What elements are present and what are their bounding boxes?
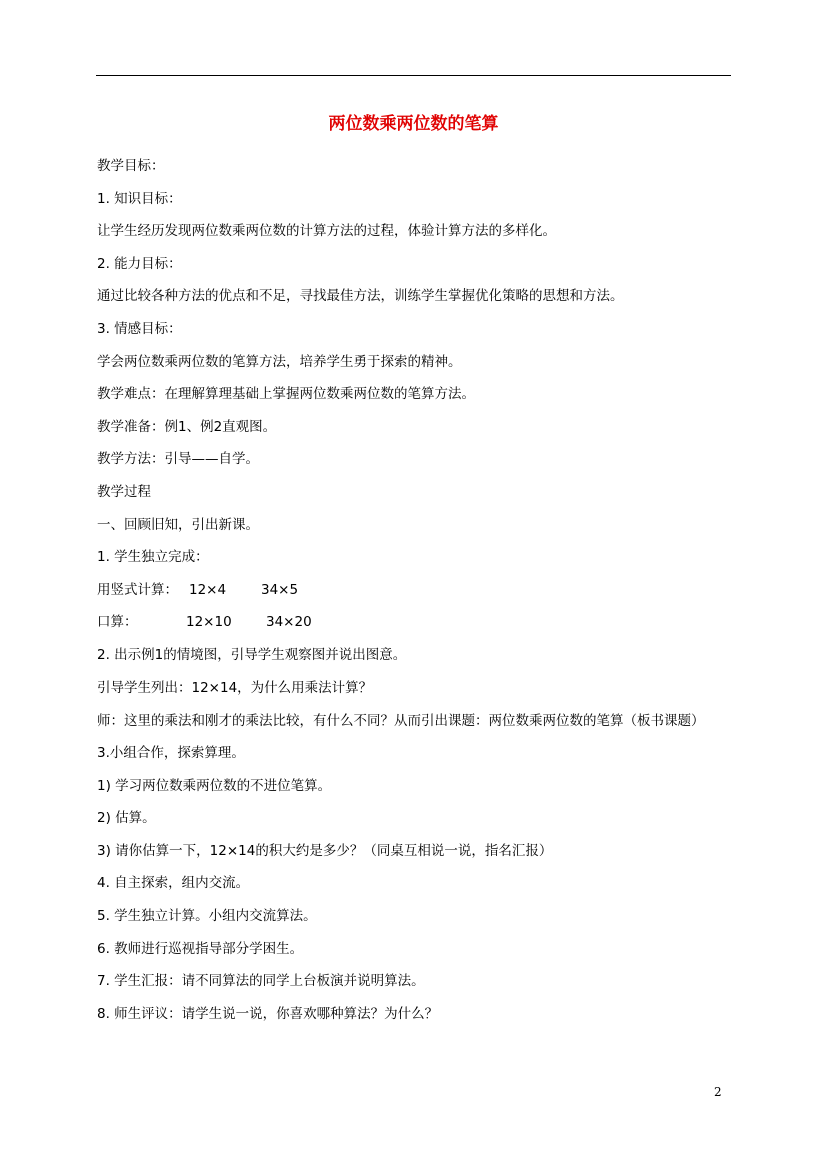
text-line: 7. 学生汇报：请不同算法的同学上台板演并说明算法。	[97, 973, 425, 990]
list-item: 2) 估算。	[97, 810, 156, 827]
text-line: 通过比较各种方法的优点和不足，寻找最佳方法，训练学生掌握优化策略的思想和方法。	[97, 288, 624, 305]
exercise-item: 12×10	[186, 614, 232, 631]
text-paragraph: 师：这里的乘法和刚才的乘法比较，有什么不同？从而引出课题：两位数乘两位数的笔算（板书课题）	[97, 713, 705, 730]
text-line: 5. 学生独立计算。小组内交流算法。	[97, 908, 317, 925]
exercise-item: 34×5	[261, 581, 299, 598]
text-line: 1. 知识目标：	[97, 190, 182, 207]
text-line: 3. 情感目标：	[97, 320, 182, 337]
text-line: 一、回顾旧知，引出新课。	[97, 516, 259, 533]
text-line: 3.小组合作，探索算理。	[97, 745, 245, 762]
text-line: 学会两位数乘两位数的笔算方法，培养学生勇于探索的精神。	[97, 353, 462, 370]
list-item: 3) 请你估算一下，12×14的积大约是多少？（同桌互相说一说，指名汇报）	[97, 842, 553, 859]
text-line: 1. 学生独立完成：	[97, 549, 209, 566]
exercise-written-label: 用竖式计算：	[97, 581, 178, 598]
document-body	[97, 150, 737, 1030]
exercise-item: 34×20	[266, 614, 312, 631]
text-line: 2. 出示例1的情境图，引导学生观察图并说出图意。	[97, 646, 407, 663]
exercise-oral-line	[97, 606, 737, 639]
document-title: 两位数乘两位数的笔算	[328, 114, 499, 134]
list-item: 1) 学习两位数乘两位数的不进位笔算。	[97, 777, 332, 794]
page-number: 2	[714, 1085, 722, 1099]
exercise-oral-label: 口算：	[97, 614, 138, 631]
text-line: 8. 师生评议：请学生说一说，你喜欢哪种算法？为什么？	[97, 1005, 439, 1022]
text-line: 2. 能力目标：	[97, 255, 182, 272]
section-heading: 教学过程	[97, 483, 151, 500]
text-line: 教学准备：例1、例2直观图。	[97, 418, 277, 435]
text-line: 6. 教师进行巡视指导部分学困生。	[97, 940, 304, 957]
header-rule	[96, 75, 731, 76]
text-line: 教学方法：引导——自学。	[97, 451, 259, 468]
exercise-item: 12×4	[189, 581, 227, 598]
text-line: 教学目标：	[97, 158, 165, 174]
text-line: 教学难点：在理解算理基础上掌握两位数乘两位数的笔算方法。	[97, 386, 475, 403]
text-line: 引导学生列出：12×14，为什么用乘法计算？	[97, 679, 373, 696]
text-line: 让学生经历发现两位数乘两位数的计算方法的过程，体验计算方法的多样化。	[97, 223, 556, 240]
exercise-written-line	[97, 574, 737, 607]
text-line: 4. 自主探索，组内交流。	[97, 875, 250, 892]
